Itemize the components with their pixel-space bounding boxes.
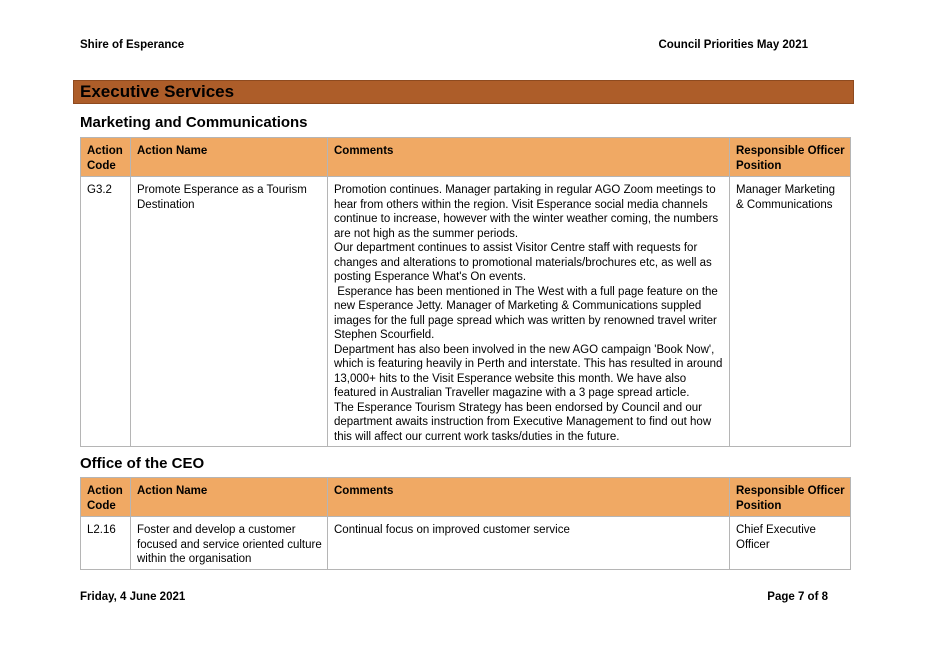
column-header-comments: Comments — [328, 138, 730, 177]
comment-paragraph: Our department continues to assist Visitor Centre staff with requests for changes and alterations to promotional materials/brochures etc, as well as posting Esperance What's On events. — [334, 242, 712, 283]
table-row — [81, 177, 851, 447]
responsible-officer-cell: Manager Marketing & Communications — [730, 177, 851, 447]
action-code-cell: L2.16 — [81, 517, 131, 570]
responsible-officer-cell: Chief Executive Officer — [730, 517, 851, 570]
column-header-responsible-officer: Responsible Officer Position — [730, 138, 851, 177]
column-header-action-name: Action Name — [131, 478, 328, 517]
table-header-row — [81, 478, 851, 517]
column-header-action-name: Action Name — [131, 138, 328, 177]
ceo-table — [80, 477, 851, 570]
footer-page-number: Page 7 of 8 — [767, 591, 828, 603]
action-name-cell: Promote Esperance as a Tourism Destination — [131, 177, 328, 447]
comment-paragraph: Department has also been involved in the new AGO campaign 'Book Now', which is featuring heavily in Perth and interstate. This has resulted in around 13,000+ hits to the Visit Esperance website this month. We have also featured in Australian Traveller magazine with a 3 page spread article. — [334, 343, 723, 399]
comments-cell — [328, 177, 730, 447]
section-title-marketing: Marketing and Communications — [80, 114, 308, 131]
comment-paragraph: Continual focus on improved customer service — [334, 524, 570, 536]
column-header-action-code: Action Code — [81, 478, 131, 517]
marketing-table — [80, 137, 851, 447]
comment-paragraph: Esperance has been mentioned in The West with a full page feature on the new Esperance Jetty. Manager of Marketing & Communications suppled images for the full page spread which was written by renowned travel writer Stephen Scourfield. — [334, 285, 722, 341]
action-name-cell: Foster and develop a customer focused and service oriented culture within the organisation — [131, 517, 328, 570]
comment-paragraph: The Esperance Tourism Strategy has been endorsed by Council and our department awaits instruction from Executive Management to find out how this will affect our current work tasks/duties in the future. — [334, 401, 712, 443]
header-shire-name: Shire of Esperance — [80, 39, 185, 51]
column-header-responsible-officer: Responsible Officer Position — [730, 478, 851, 517]
comments-cell — [328, 517, 730, 570]
column-header-comments: Comments — [328, 478, 730, 517]
table-header-row — [81, 138, 851, 177]
table-row — [81, 517, 851, 570]
header-report-title: Council Priorities May 2021 — [658, 39, 808, 51]
action-code-cell: G3.2 — [81, 177, 131, 447]
footer-date: Friday, 4 June 2021 — [80, 591, 186, 603]
column-header-action-code: Action Code — [81, 138, 131, 177]
section-title-office-ceo: Office of the CEO — [80, 455, 205, 472]
comment-paragraph: Promotion continues. Manager partaking in regular AGO Zoom meetings to hear from others within the region. Visit Esperance social media channels continue to increase, however with the winter weather coming, the numbers are not high as the summer periods. — [334, 184, 719, 240]
section-banner — [73, 80, 854, 104]
banner-title: Executive Services — [80, 82, 235, 101]
